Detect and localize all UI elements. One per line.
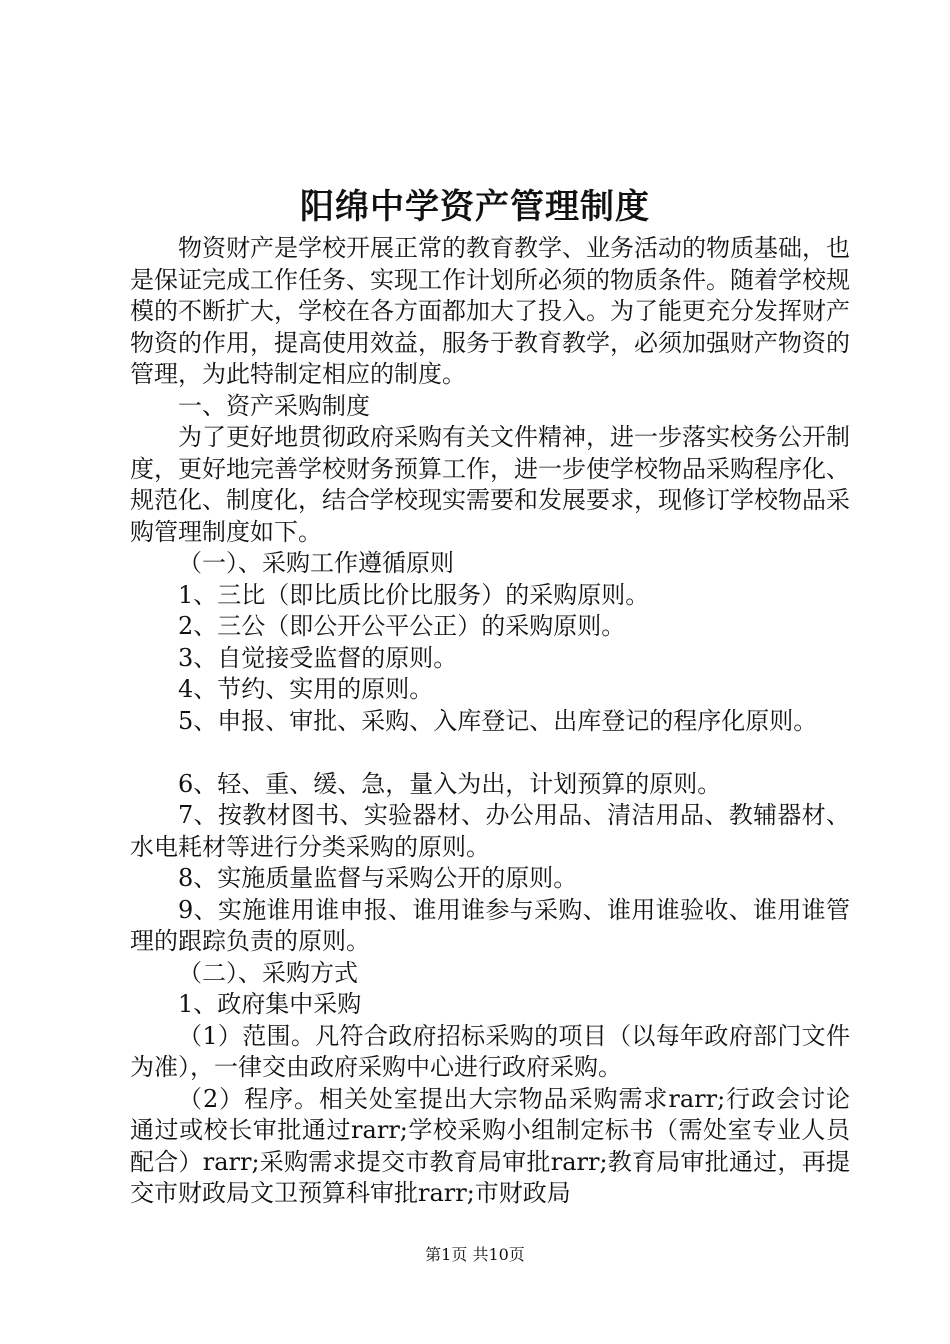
principle-item-9: 9、实施谁用谁申报、谁用谁参与采购、谁用谁验收、谁用谁管理的跟踪负责的原则。 (130, 895, 850, 955)
method-procedure: （2）程序。相关处室提出大宗物品采购需求rarr;行政会讨论通过或校长审批通过rarr;学校采购小组制定标书（需处室专业人员配合）rarr;采购需求提交市教育局审批rarr;教育局审批通过，再提交市财政局文卫预算科审批rarr;市财政局 (130, 1084, 850, 1207)
subsection-heading-2: （二）、采购方式 (178, 958, 358, 987)
principle-item-4: 4、节约、实用的原则。 (178, 675, 434, 703)
paragraph-intro: 物资财产是学校开展正常的教育教学、业务活动的物质基础，也是保证完成工作任务、实现工作计划所必须的物质条件。随着学校规模的不断扩大，学校在各方面都加大了投入。为了能更充分发挥财产物资的作用，提高使用效益，服务于教育教学，必须加强财产物资的管理，为此特制定相应的制度。 (130, 234, 850, 388)
principle-item-1: 1、三比（即比质比价比服务）的采购原则。 (178, 580, 650, 609)
method-item-1: 1、政府集中采购 (178, 990, 362, 1018)
paragraph-procurement-intro: 为了更好地贯彻政府采购有关文件精神，进一步落实校务公开制度，更好地完善学校财务预算工作，进一步使学校物品采购程序化、规范化、制度化，结合学校现实需要和发展要求，现修订学校物品采购管理制度如下。 (130, 423, 850, 546)
subsection-heading-1: （一）、采购工作遵循原则 (178, 549, 454, 577)
document-title: 阳绵中学资产管理制度 (300, 187, 650, 227)
method-scope: （1）范围。凡符合政府招标采购的项目（以每年政府部门文件为准），一律交由政府采购中心进行政府采购。 (130, 1021, 850, 1081)
blank-line (130, 737, 850, 769)
principle-item-3: 3、自觉接受监督的原则。 (178, 643, 458, 672)
principle-item-7: 7、按教材图书、实验器材、办公用品、清洁用品、教辅器材、水电耗材等进行分类采购的原则。 (130, 801, 850, 861)
page-footer: 第1页 共10页 (425, 1245, 525, 1264)
section-heading-1: 一、资产采购制度 (178, 391, 370, 420)
principle-item-6: 6、轻、重、缓、急，量入为出，计划预算的原则。 (178, 769, 722, 798)
document-body (130, 233, 850, 1210)
principle-item-8: 8、实施质量监督与采购公开的原则。 (178, 864, 578, 892)
principle-item-2: 2、三公（即公开公平公正）的采购原则。 (178, 612, 626, 640)
principle-item-5: 5、申报、审批、采购、入库登记、出库登记的程序化原则。 (178, 706, 818, 735)
